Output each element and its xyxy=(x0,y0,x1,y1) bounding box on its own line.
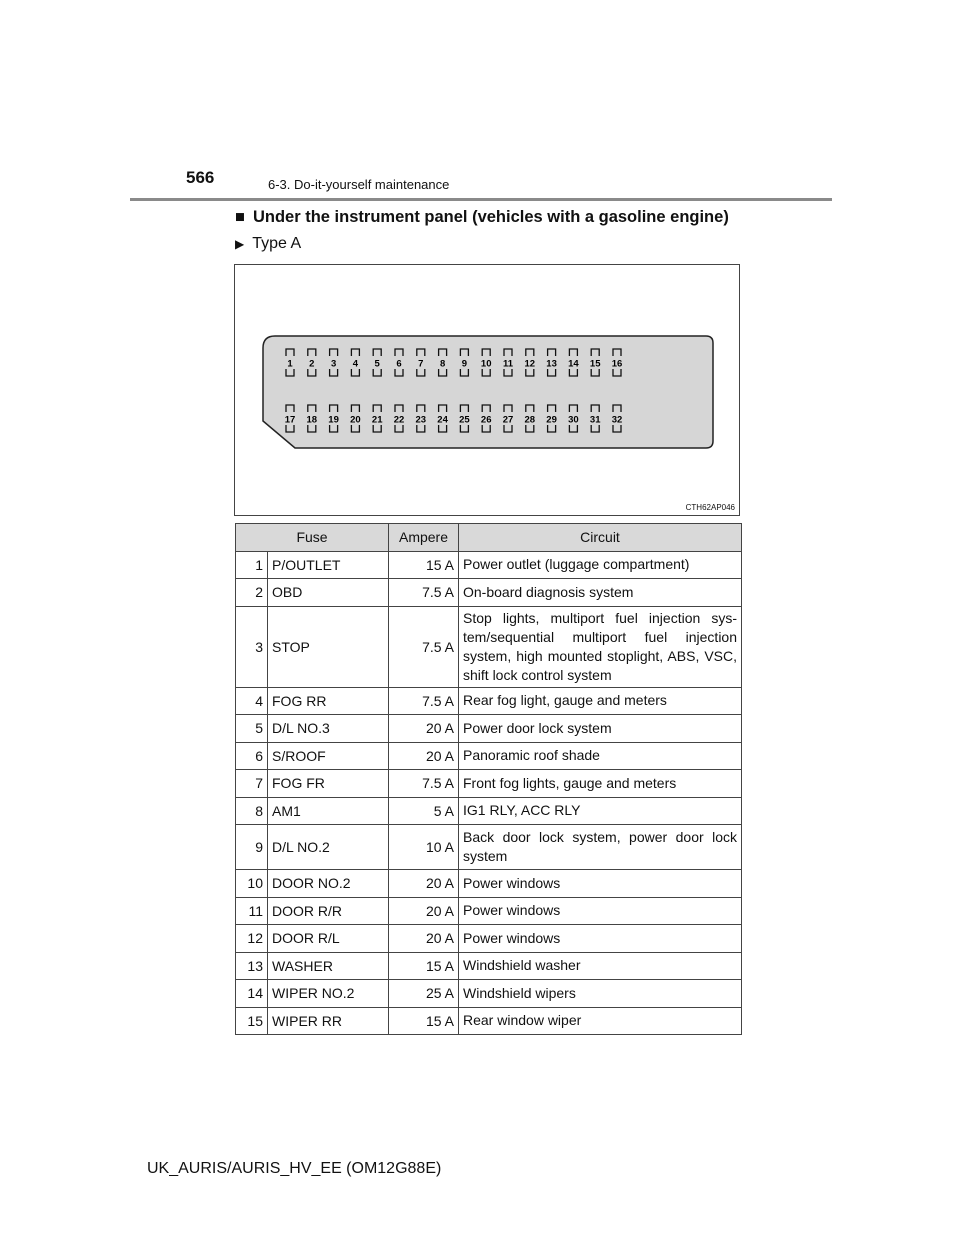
fuse-name: OBD xyxy=(268,579,389,607)
fuse-slot-label: 16 xyxy=(611,358,623,370)
table-row xyxy=(236,980,742,1008)
fuse-number: 14 xyxy=(236,980,268,1008)
fuse-slot-label: 3 xyxy=(330,358,337,370)
fuse-slot-label: 10 xyxy=(480,358,492,370)
fuse-circuit: IG1 RLY, ACC RLY xyxy=(459,797,742,825)
fuse-number: 15 xyxy=(236,1007,268,1035)
fuse-circuit: Back door lock system, power door lock system xyxy=(459,825,742,870)
fuse-ampere: 20 A xyxy=(389,870,459,898)
table-row xyxy=(236,742,742,770)
fuse-name: FOG RR xyxy=(268,687,389,715)
fuse-slot-label: 15 xyxy=(589,358,601,370)
table-row xyxy=(236,551,742,579)
fuse-ampere: 20 A xyxy=(389,897,459,925)
fuse-ampere: 7.5 A xyxy=(389,579,459,607)
table-row xyxy=(236,687,742,715)
fuse-slot-label: 13 xyxy=(546,358,557,370)
fuse-name: DOOR NO.2 xyxy=(268,870,389,898)
table-row xyxy=(236,870,742,898)
fuse-circuit: Front fog lights, gauge and meters xyxy=(459,770,742,798)
fuse-slot-label: 25 xyxy=(459,414,470,426)
heading xyxy=(235,208,729,227)
table-row xyxy=(236,797,742,825)
fuse-slot-label: 4 xyxy=(352,358,359,370)
figure-code: CTH62AP046 xyxy=(685,503,735,512)
fuse-name: FOG FR xyxy=(268,770,389,798)
fuse-slot-label: 29 xyxy=(546,414,557,426)
fuse-circuit: Windshield wipers xyxy=(459,980,742,1008)
fuse-slot-label: 32 xyxy=(611,414,623,426)
fuse-number: 1 xyxy=(236,551,268,579)
fuse-slot-label: 26 xyxy=(480,414,492,426)
fuse-ampere: 5 A xyxy=(389,797,459,825)
fuse-ampere: 20 A xyxy=(389,742,459,770)
fuse-name: S/ROOF xyxy=(268,742,389,770)
fuse-circuit: Power windows xyxy=(459,925,742,953)
table-row xyxy=(236,606,742,687)
fuse-slot-label: 17 xyxy=(284,414,296,426)
fuse-ampere: 15 A xyxy=(389,952,459,980)
fuse-slot-label: 20 xyxy=(350,414,361,426)
fuse-ampere: 10 A xyxy=(389,825,459,870)
fuse-box-diagram xyxy=(235,265,741,517)
fuse-number: 6 xyxy=(236,742,268,770)
square-bullet-icon: ■ xyxy=(235,208,245,226)
fuse-slot-label: 5 xyxy=(374,358,380,370)
fuse-name: WASHER xyxy=(268,952,389,980)
fuse-name: D/L NO.3 xyxy=(268,715,389,743)
fuse-slot-label: 28 xyxy=(524,414,536,426)
fuse-name: P/OUTLET xyxy=(268,551,389,579)
table-row xyxy=(236,715,742,743)
fuse-slot-label: 31 xyxy=(589,414,601,426)
fuse-number: 3 xyxy=(236,606,268,687)
fuse-slot-label: 1 xyxy=(287,358,293,370)
header-fuse: Fuse xyxy=(236,524,389,552)
fuse-box-figure xyxy=(234,264,740,516)
table-row xyxy=(236,1007,742,1035)
fuse-name: WIPER NO.2 xyxy=(268,980,389,1008)
fuse-number: 10 xyxy=(236,870,268,898)
fuse-box-outline xyxy=(263,336,713,448)
fuse-number: 9 xyxy=(236,825,268,870)
fuse-slot-label: 21 xyxy=(371,414,383,426)
fuse-number: 2 xyxy=(236,579,268,607)
table-row xyxy=(236,897,742,925)
fuse-slot-label: 12 xyxy=(524,358,536,370)
fuse-ampere: 20 A xyxy=(389,715,459,743)
fuse-slot-label: 7 xyxy=(418,358,424,370)
subheading xyxy=(235,235,301,253)
fuse-slot-label: 30 xyxy=(568,414,579,426)
header-divider xyxy=(130,198,832,201)
fuse-slot-label: 11 xyxy=(502,358,514,370)
fuse-circuit: Windshield washer xyxy=(459,952,742,980)
fuse-name: DOOR R/R xyxy=(268,897,389,925)
fuse-name: STOP xyxy=(268,606,389,687)
fuse-slot-label: 18 xyxy=(306,414,318,426)
fuse-slot-label: 19 xyxy=(328,414,339,426)
table-header-row xyxy=(236,524,742,552)
fuse-circuit: On-board diagnosis system xyxy=(459,579,742,607)
fuse-number: 4 xyxy=(236,687,268,715)
fuse-name: D/L NO.2 xyxy=(268,825,389,870)
table-row xyxy=(236,952,742,980)
fuse-slot-label: 24 xyxy=(437,414,448,426)
table-row xyxy=(236,579,742,607)
fuse-number: 12 xyxy=(236,925,268,953)
fuse-ampere: 15 A xyxy=(389,551,459,579)
fuse-slot-label: 22 xyxy=(393,414,405,426)
footer-model-code: UK_AURIS/AURIS_HV_EE (OM12G88E) xyxy=(147,1160,442,1177)
triangle-bullet-icon: ▶ xyxy=(235,237,245,251)
fuse-number: 7 xyxy=(236,770,268,798)
table-row xyxy=(236,925,742,953)
fuse-name: AM1 xyxy=(268,797,389,825)
table-row xyxy=(236,825,742,870)
fuse-circuit: Rear fog light, gauge and meters xyxy=(459,687,742,715)
fuse-name: DOOR R/L xyxy=(268,925,389,953)
header-ampere: Ampere xyxy=(389,524,459,552)
fuse-name: WIPER RR xyxy=(268,1007,389,1035)
fuse-ampere: 25 A xyxy=(389,980,459,1008)
fuse-circuit: Stop lights, multiport fuel injection sys-tem/sequential multiport fuel injection system, high mounted stoplight, ABS, VSC, shift lock control system xyxy=(459,606,742,687)
fuse-slot-label: 27 xyxy=(502,414,514,426)
fuse-slot-label: 9 xyxy=(461,358,468,370)
heading-text: Under the instrument panel (vehicles with a gasoline engine) xyxy=(252,208,729,226)
fuse-ampere: 15 A xyxy=(389,1007,459,1035)
fuse-ampere: 7.5 A xyxy=(389,606,459,687)
fuse-slot-label: 8 xyxy=(439,358,446,370)
header-circuit: Circuit xyxy=(459,524,742,552)
fuse-circuit: Panoramic roof shade xyxy=(459,742,742,770)
fuse-slot-label: 6 xyxy=(396,358,402,370)
fuse-number: 8 xyxy=(236,797,268,825)
subheading-text: Type A xyxy=(252,235,302,252)
fuse-table xyxy=(235,523,742,1035)
fuse-slot-label: 14 xyxy=(568,358,579,370)
fuse-number: 13 xyxy=(236,952,268,980)
fuse-circuit: Power outlet (luggage compartment) xyxy=(459,551,742,579)
section-title: 6-3. Do-it-yourself maintenance xyxy=(268,177,450,192)
fuse-ampere: 20 A xyxy=(389,925,459,953)
fuse-number: 5 xyxy=(236,715,268,743)
page-number: 566 xyxy=(186,168,215,187)
fuse-circuit: Power door lock system xyxy=(459,715,742,743)
fuse-number: 11 xyxy=(236,897,268,925)
fuse-circuit: Power windows xyxy=(459,870,742,898)
fuse-ampere: 7.5 A xyxy=(389,687,459,715)
table-row xyxy=(236,770,742,798)
fuse-ampere: 7.5 A xyxy=(389,770,459,798)
fuse-slot-label: 2 xyxy=(309,358,315,370)
fuse-slot-label: 23 xyxy=(415,414,427,426)
fuse-circuit: Power windows xyxy=(459,897,742,925)
fuse-circuit: Rear window wiper xyxy=(459,1007,742,1035)
